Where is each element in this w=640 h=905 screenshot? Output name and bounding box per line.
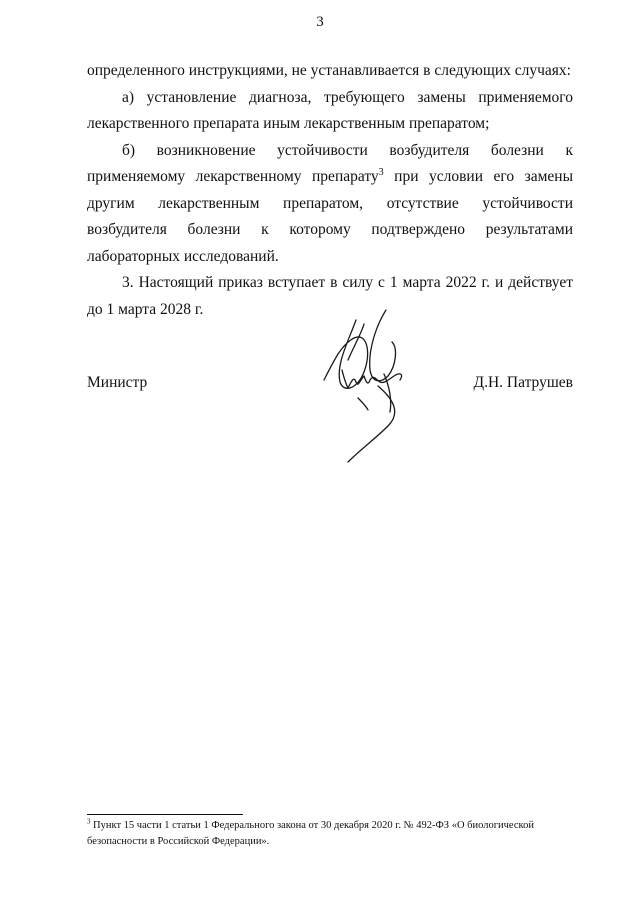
paragraph-effective-date: 3. Настоящий приказ вступает в силу с 1 марта 2022 г. и действует до 1 марта 2028 г. [87, 274, 573, 318]
page-number: 3 [316, 14, 324, 30]
paragraph-item-b-text-end: при условии его замены другим лекарственным препаратом, отсутствие устойчивости возбудителя болезни к которому подтверждено результатами лабораторных исследований. [87, 168, 573, 265]
document-body [87, 58, 573, 323]
signatory-name: Д.Н. Патрушев [473, 374, 573, 391]
paragraph-item-b [87, 138, 573, 271]
paragraph-item-a: а) установление диагноза, требующего замены применяемого лекарственного препарата иным лекарственным препаратом; [87, 88, 573, 132]
footnote-reference: 3 [378, 166, 384, 178]
footnote-separator [87, 814, 243, 815]
paragraph-item-b-text-start: б) возникновение устойчивости возбудителя болезни к применяемому лекарственному препарату [87, 141, 573, 185]
signatory-title: Министр [87, 374, 148, 391]
footnote [87, 818, 573, 850]
footnote-content: Пункт 15 части 1 статьи 1 Федерального закона от 30 декабря 2020 г. № 492-ФЗ «О биологической безопасности в Российской Федерации». [87, 820, 534, 847]
footnote-mark: 3 [87, 818, 91, 826]
handwritten-signature-icon [318, 302, 418, 467]
paragraph-continuation: определенного инструкциями, не устанавливается в следующих случаях: [87, 62, 571, 79]
